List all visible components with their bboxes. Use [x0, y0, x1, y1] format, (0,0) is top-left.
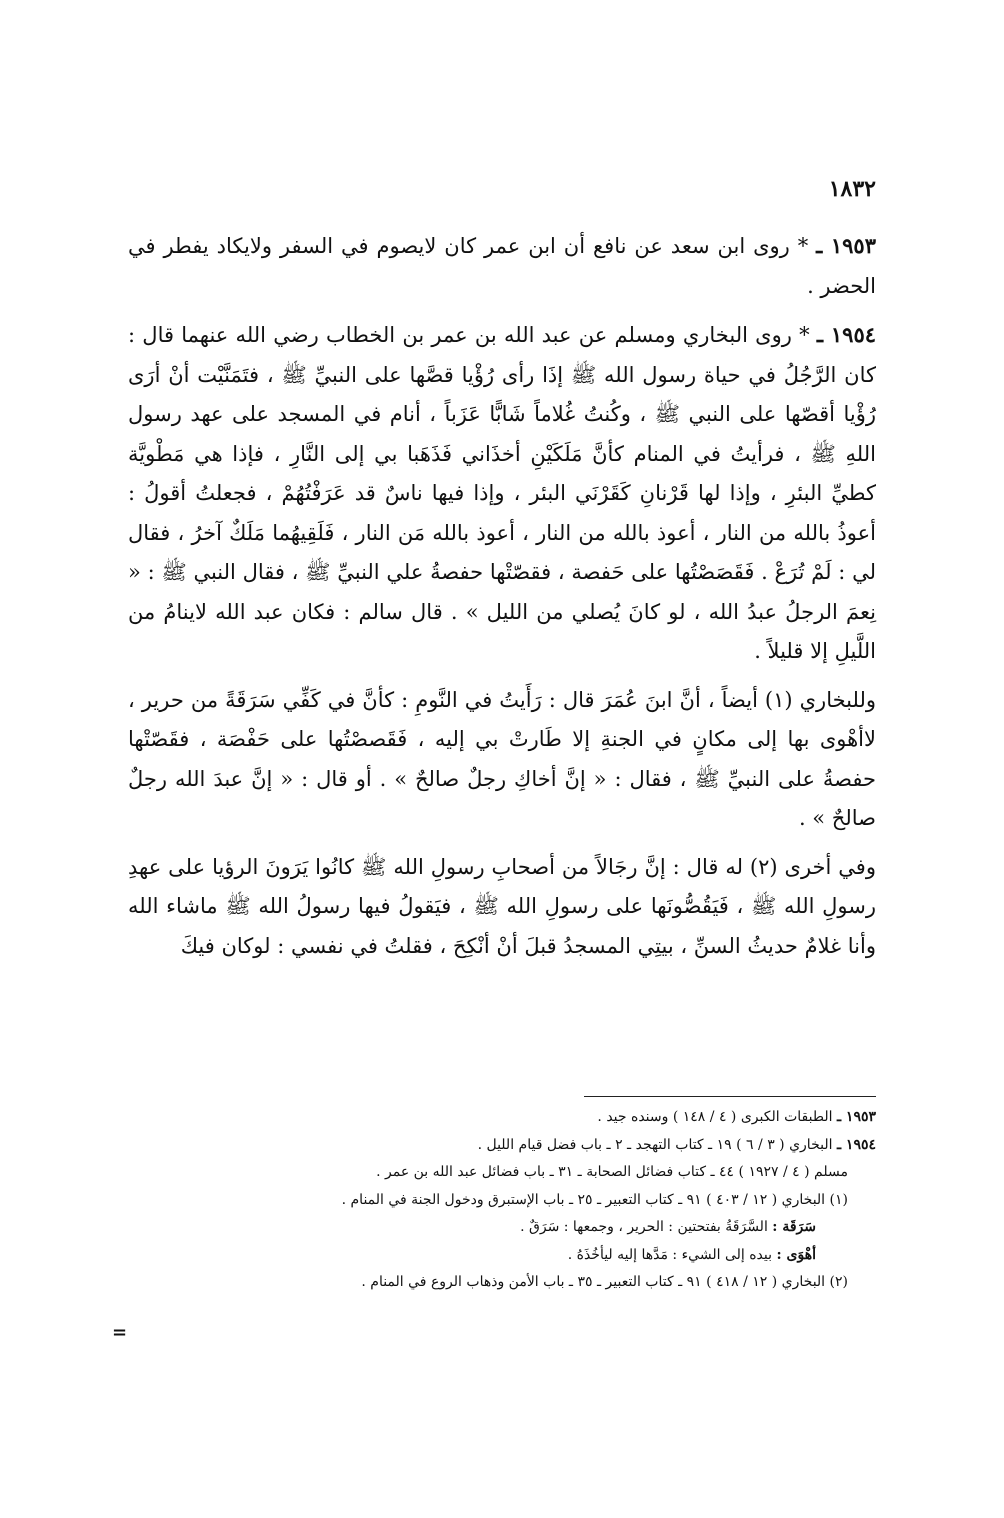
footnote-muslim: مسلم ( ٤ / ١٩٢٧ ) ٤٤ ـ كتاب فضائل الصحابة ـ ٣١ ـ باب فضائل عبد الله بن عمر .	[376, 1164, 848, 1180]
footnote-1954: ١٩٥٤ ـ البخاري ( ٣ / ٦ ) ١٩ ـ كتاب التهجد ـ ٢ ـ باب فضل قيام الليل .	[477, 1136, 876, 1153]
footnote-divider	[584, 1096, 876, 1097]
footnote-ref: ١٩٥٣ ـ	[836, 1109, 876, 1125]
footnote-gloss-ahwa: أهْوَى : بيده إلى الشيء : مَدَّها إليه ليأخُذَهُ .	[567, 1246, 816, 1263]
continuation-mark: =	[112, 1322, 128, 1343]
footnote-2: (٢) البخاري ( ١٢ / ٤١٨ ) ٩١ ـ كتاب التعبير ـ ٣٥ ـ باب الأمن وذهاب الروع في المنام .	[361, 1274, 848, 1290]
gloss-term: سَرَقَة :	[772, 1219, 816, 1235]
footnote-ref: ١٩٥٤ ـ	[836, 1136, 876, 1153]
hadith-number: ١٩٥٤ ـ	[816, 322, 877, 347]
footnote-1: (١) البخاري ( ١٢ / ٤٠٣ ) ٩١ ـ كتاب التعبير ـ ٢٥ ـ باب الإستبرق ودخول الجنة في المنام .	[341, 1191, 848, 1208]
hadith-text: * روى البخاري ومسلم عن عبد الله بن عمر بن الخطاب رضي الله عنهما قال : كان الرَّجُلُ في حياة رسول الله ﷺ إذَا رأى رُؤْيا قصَّها على النبيِّ ﷺ ، فتَمَنَّيْت أنْ أرَى رُؤْيا أقصّها على النبي ﷺ ، وكُنتُ غُلاماً شَابًّا عَزَباً ، أنام في المسجد على عهد رسول اللهِ ﷺ ، فرأيتُ في المنام كأنَّ مَلَكَيْنِ أخذَاني فَذَهَبا بي إلى النَّارِ ، فإذا هي مَطْويَّة كطيِّ البئرِ ، وإذا لها قَرْنانِ كَقَرْنَي البئر ، وإذا فيها ناسٌ قد عَرَفْتُهُمْ ، فجعلتُ أقولُ : أعوذُ بالله من النار ، أعوذ بالله من النار ، أعوذ بالله مَن النار ، فَلَقِيهُما مَلَكٌ آخرُ ، فقال لي : لَمْ تُرَعْ . فَقَصَصْتُها على حَفصة ، فقصّتْها حفصةُ علي النبيِّ ﷺ ، فقال النبي ﷺ : « نِعمَ الرجلُ عبدُ الله ، لو كانَ يُصلي من الليل » . قال سالم : فكان عبد الله لاينامُ من اللَّيلِ إلا قليلاً .	[128, 323, 876, 663]
hadith-1953	[128, 226, 876, 306]
narration-text: وللبخاري (١) أيضاً ، أنَّ ابنَ عُمَرَ قال : رَأَيتُ في النَّومِ : كأنَّ في كَفِّي سَرَقَةً من حرير ، لاأهْوى بها إلى مكانٍ في الجنةِ إلا طَارتْ بي إليه ، فَقَصصْتُها على حَفْصَة ، فقَصّتْها حفصةُ على النبيِّ ﷺ ، فقال : « إنَّ أخاكِ رجلٌ صالحٌ » . أو قال : « إنَّ عبدَ الله رجلٌ صالحٌ » .	[128, 687, 876, 830]
hadith-text: * روى ابن سعد عن نافع أن ابن عمر كان لايصوم في السفر ولايكاد يفطر في الحضر .	[128, 234, 876, 298]
footnotes	[128, 1104, 876, 1297]
footnote-1953: ١٩٥٣ ـ الطبقات الكبرى ( ٤ / ١٤٨ ) وسنده جيد .	[597, 1109, 876, 1125]
main-text	[128, 226, 876, 975]
hadith-1954	[128, 315, 876, 672]
page-number: ١٨٣٢	[828, 176, 876, 202]
other-narration	[128, 848, 876, 967]
bukhari-narration	[128, 681, 876, 839]
footnote-gloss-saraqa: سَرَقَة : السَّرَقَةُ بفتحتين : الحرير ، وجمعها : سَرَقٌ .	[520, 1219, 816, 1235]
narration-text: وفي أخرى (٢) له قال : إنَّ رجَالاً من أصحابِ رسولِ الله ﷺ كانُوا يَرَونَ الرؤيا على عهدِ رسولِ الله ﷺ ، فَيَقُصُّونَها على رسولِ الله ﷺ ، فيَقولُ فيها رسولُ الله ﷺ ماشاء الله وأنا غلامٌ حديثُ السنِّ ، بيتِي المسجدُ قبلَ أنْ أنْكِحَ ، فقلتُ في نفسي : لوكان فيكَ	[128, 854, 876, 958]
hadith-number: ١٩٥٣ ـ	[816, 233, 876, 258]
gloss-term: أهْوَى :	[776, 1246, 816, 1263]
